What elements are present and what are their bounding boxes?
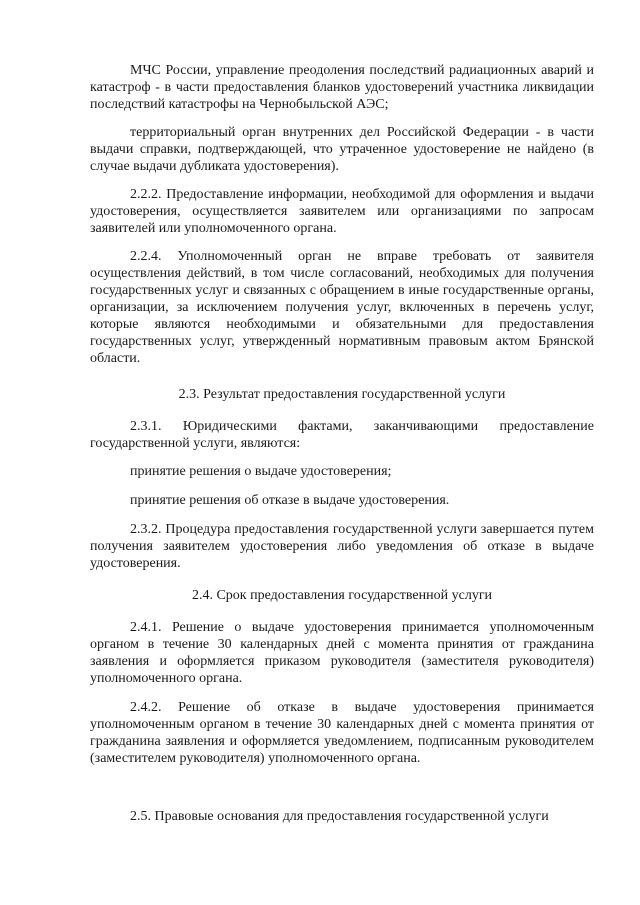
- paragraph-internal-affairs: территориальный орган внутренних дел Российской Федерации - в части выдачи справки, подтверждающей, что утраченное удостоверение не найдено (в случае выдачи дубликата удостоверения).: [90, 125, 594, 174]
- paragraph-2-3-1: 2.3.1. Юридическими фактами, заканчивающими предоставление государственной услуги, являются:: [90, 419, 594, 451]
- paragraph-2-2-2: 2.2.2. Предоставление информации, необходимой для оформления и выдачи удостоверения, осуществляется заявителем или организациями по запросам заявителей или уполномоченного органа.: [90, 187, 594, 236]
- section-heading-2-4: 2.4. Срок предоставления государственной услуги: [191, 588, 493, 603]
- paragraph-2-4-1: 2.4.1. Решение о выдаче удостоверения принимается уполномоченным органом в течение 30 календарных дней с момента принятия от гражданина заявления и оформляется приказом руководителя (заместителя руководителя) уполномоченного органа.: [90, 620, 594, 686]
- paragraph-2-4-2: 2.4.2. Решение об отказе в выдаче удостоверения принимается уполномоченным органом в течение 30 календарных дней с момента принятия от гражданина заявления и оформляется уведомлением, подписанным руководителем (заместителем руководителя) уполномоченного органа.: [90, 700, 594, 766]
- paragraph-2-2-4: 2.2.4. Уполномоченный орган не вправе требовать от заявителя осуществления действий, в том числе согласований, необходимых для получения государственных услуг и связанных с обращением в иные государственные органы, организации, за исключением получения услуг, включенных в перечень услуг, которые являются необходимыми и обязательными для предоставления государственных услуг, утвержденный нормативным правовым актом Брянской области.: [90, 249, 594, 366]
- section-heading-2-5: 2.5. Правовые основания для предоставления государственной услуги: [130, 809, 549, 824]
- paragraph-mchs: МЧС России, управление преодоления последствий радиационных аварий и катастроф - в части предоставления бланков удостоверений участника ликвидации последствий катастрофы на Чернобыльской АЭС;: [90, 63, 594, 112]
- list-item: принятие решения о выдаче удостоверения;: [130, 464, 392, 479]
- section-heading-2-3: 2.3. Результат предоставления государственной услуги: [178, 387, 506, 402]
- paragraph-2-3-2: 2.3.2. Процедура предоставления государственной услуги завершается путем получения заявителем удостоверения либо уведомления об отказе в выдаче удостоверения.: [90, 522, 594, 571]
- list-item: принятие решения об отказе в выдаче удостоверения.: [130, 493, 450, 508]
